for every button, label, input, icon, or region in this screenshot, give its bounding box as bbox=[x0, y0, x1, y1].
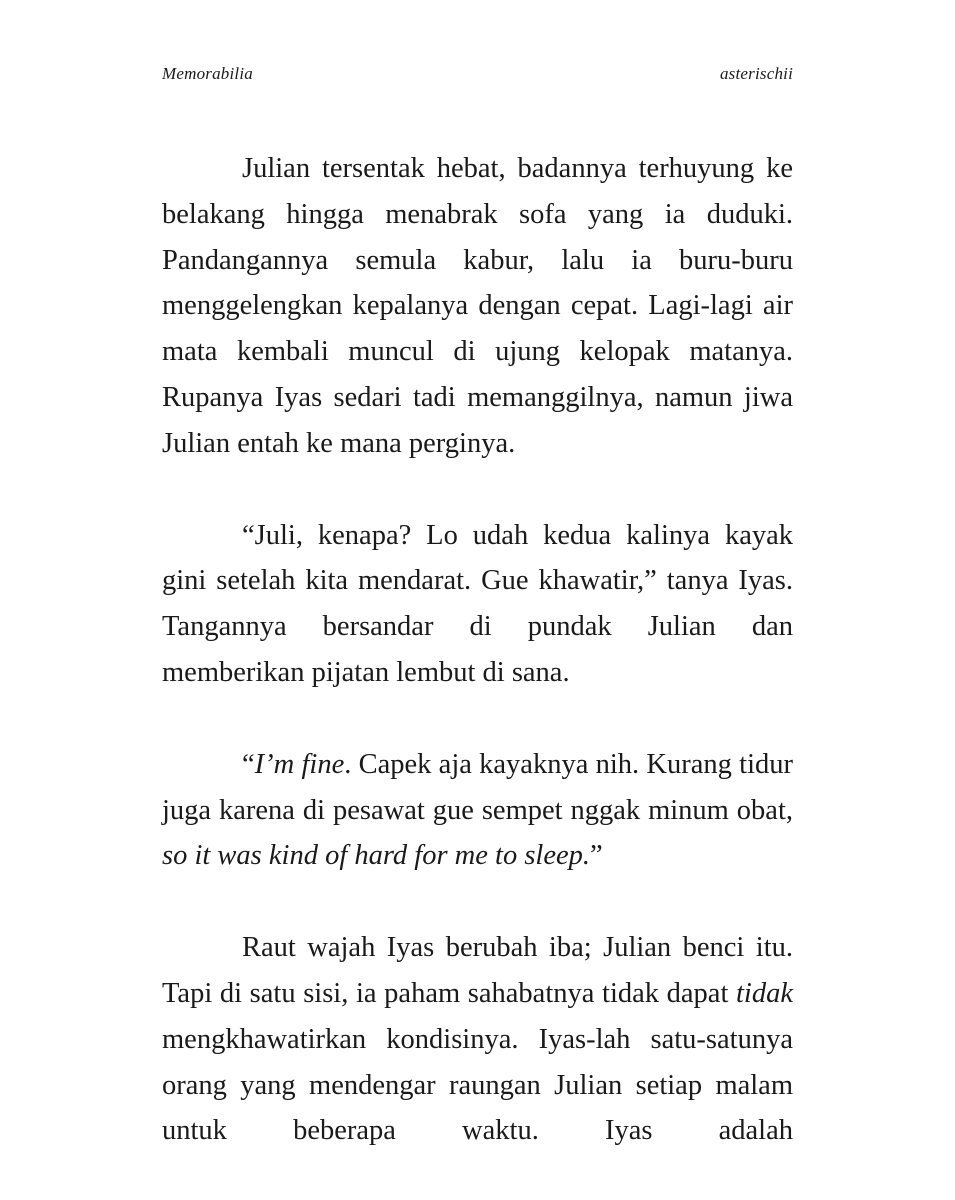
paragraph-4-italic-word: tidak bbox=[736, 977, 793, 1009]
book-title: Memorabilia bbox=[162, 64, 253, 83]
paragraph-4-text-start: Raut wajah Iyas berubah iba; Julian benci itu. Tapi di satu sisi, ia paham sahabatnya tidak dapat bbox=[162, 932, 793, 1009]
paragraph-3-italic-sentence: so it was kind of hard for me to sleep. bbox=[162, 840, 591, 872]
paragraph-3 bbox=[162, 742, 793, 879]
page-body bbox=[162, 146, 793, 1154]
paragraph-1-text: Julian tersentak hebat, badannya terhuyung ke belakang hingga menabrak sofa yang ia duduki. Pandangannya semula kabur, lalu ia buru-buru menggelengkan kepalanya dengan cepat. Lagi-lagi air mata kembali muncul di ujung kelopak matanya. Rupanya Iyas sedari tadi memanggilnya, namun jiwa Julian entah ke mana perginya. bbox=[162, 153, 793, 459]
paragraph-3-text: . Capek aja kayaknya nih. Kurang tidur juga karena di pesawat gue sempet nggak minum obat, bbox=[162, 748, 793, 826]
page-header bbox=[162, 64, 793, 88]
author-name: asterischii bbox=[719, 64, 793, 83]
paragraph-3-open-quote: “ bbox=[242, 748, 255, 780]
paragraph-3-close-quote: ” bbox=[590, 840, 603, 872]
paragraph-2-text: “Juli, kenapa? Lo udah kedua kalinya kayak gini setelah kita mendarat. Gue khawatir,” tanya Iyas. Tangannya bersandar di pundak Julian dan memberikan pijatan lembut di sana. bbox=[162, 519, 793, 688]
paragraph-2 bbox=[162, 513, 793, 696]
paragraph-1 bbox=[162, 146, 793, 467]
paragraph-4-text-end: mengkhawatirkan kondisinya. Iyas-lah satu-satunya orang yang mendengar raungan Julian setiap malam untuk beberapa waktu. Iyas adalah bbox=[162, 1023, 793, 1147]
paragraph-3-italic-phrase: I’m fine bbox=[254, 748, 345, 780]
paragraph-4 bbox=[162, 925, 793, 1154]
